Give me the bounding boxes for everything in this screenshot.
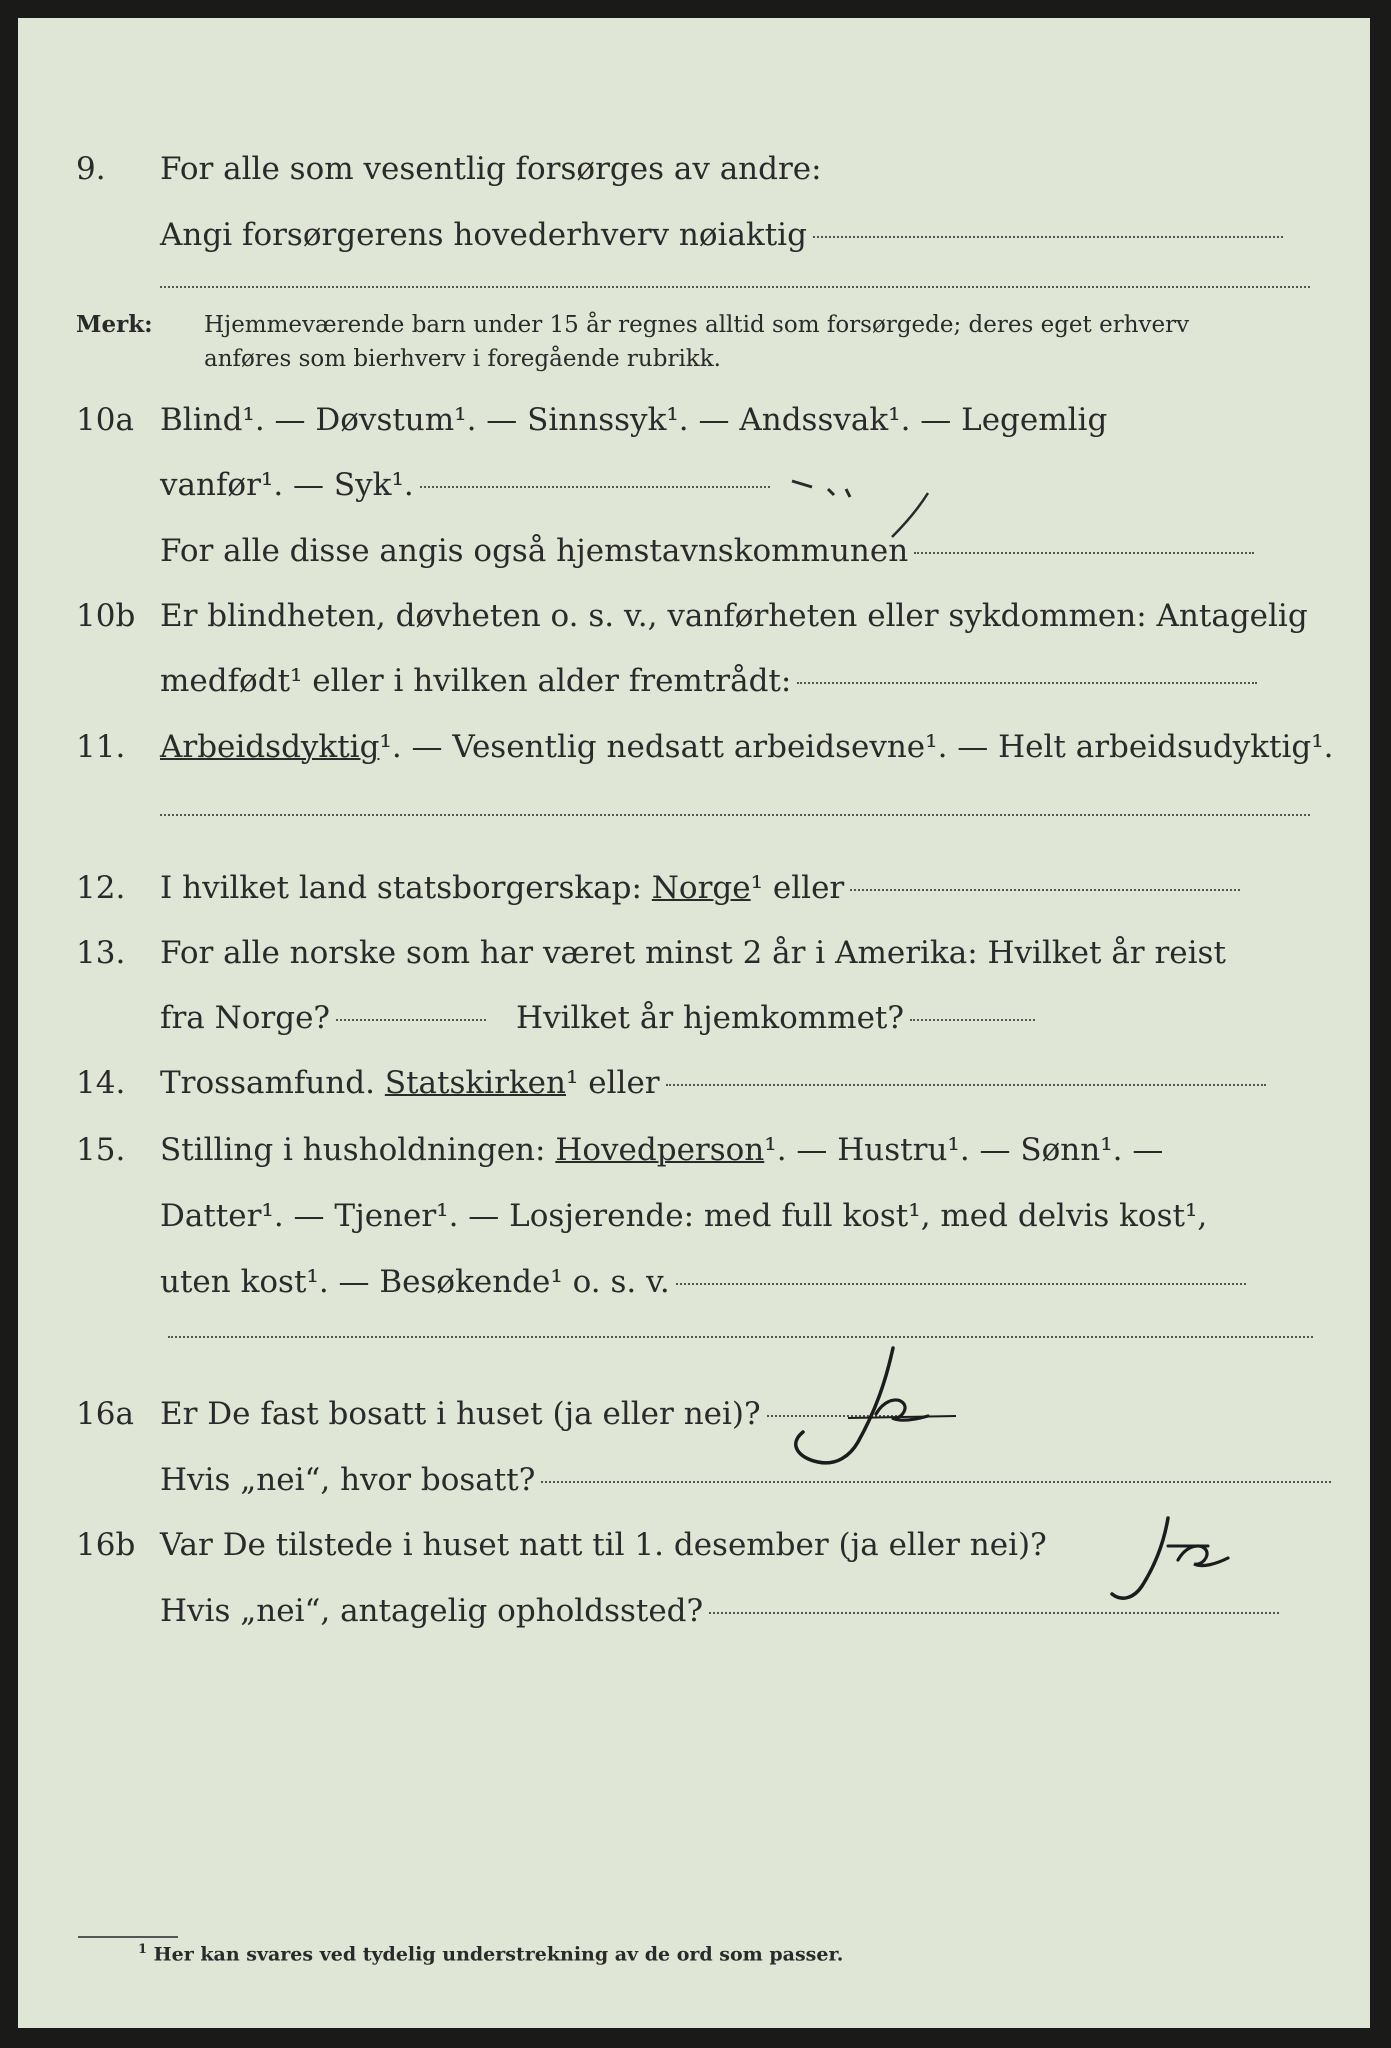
q11-extra-line[interactable] [160,814,1310,816]
q14-post: ¹ eller [565,1065,660,1101]
q10a-hjemstavn-field[interactable] [914,552,1254,554]
q16a-bosatt-field[interactable] [541,1481,1331,1483]
q11-rest: ¹. — Vesentlig nedsatt arbeidsevne¹. — Helt arbeidsudyktig¹. [379,729,1334,765]
q14-number: 14. [76,1065,126,1101]
q15-line3-text: uten kost¹. — Besøkende¹ o. s. v. [160,1264,670,1300]
q13-hjemkommet-field[interactable] [910,1019,1035,1021]
pencil-scribble-mark [788,473,968,543]
q12-answer-field[interactable] [850,889,1240,891]
q14-option-statskirken[interactable]: Statskirken [384,1065,566,1101]
q10a-line2-text: vanfør¹. — Syk¹. [160,467,414,503]
q13-text: For alle norske som har været minst 2 år i Amerika: Hvilket år reist [160,935,1226,971]
q10b-answer-field[interactable] [797,682,1257,684]
q12-option-norge[interactable]: Norge [651,870,751,906]
footnote-rule [78,1936,178,1938]
footnote [138,1942,843,1965]
q15-post: ¹. — Hustru¹. — Sønn¹. — [764,1132,1164,1168]
q9-sub-text: Angi forsørgerens hovederhverv nøiaktig [160,217,807,253]
q11-option-arbeidsdyktig[interactable]: Arbeidsdyktig [160,729,380,765]
q14-answer-field[interactable] [666,1084,1266,1086]
q12-number: 12. [76,870,126,906]
footnote-text: Her kan svares ved tydelig understrekning av de ord som passer. [153,1943,844,1966]
q15-extra-line[interactable] [168,1336,1313,1338]
q10a-answer-field[interactable] [420,486,770,488]
handwritten-ja-16b [1098,1498,1298,1618]
merk-line2: anføres som bierhverv i foregående rubrikk. [204,346,721,372]
q16a-text: Er De fast bosatt i huset (ja eller nei)? [160,1396,761,1432]
census-form-page [18,18,1370,2028]
q16b-number: 16b [76,1527,136,1563]
q16b-text: Var De tilstede i huset natt til 1. desember (ja eller nei)? [160,1527,1047,1563]
footnote-mark: 1 [138,1942,148,1957]
q10b-line2-text: medfødt¹ eller i hvilken alder fremtrådt: [160,663,792,699]
merk-label: Merk: [76,311,153,338]
q15-line2-text: Datter¹. — Tjener¹. — Losjerende: med full kost¹, med delvis kost¹, [160,1198,1208,1234]
q12-pre: I hvilket land statsborgerskap: [160,870,642,906]
q11-number: 11. [76,729,126,765]
handwritten-ja-16a [758,1340,978,1480]
merk-line1: Hjemmeværende barn under 15 år regnes alltid som forsørgede; deres eget erhverv [204,312,1190,338]
q13-reist-label: fra Norge? [160,1000,331,1036]
q15-pre: Stilling i husholdningen: [160,1132,546,1168]
q16a-line2-text: Hvis „nei“, hvor bosatt? [160,1462,536,1498]
q9-number: 9. [76,151,106,187]
q10a-number: 10a [76,402,134,438]
q13-reist-field[interactable] [336,1019,486,1021]
q15-number: 15. [76,1132,126,1168]
q15-option-hovedperson[interactable]: Hovedperson [555,1132,765,1168]
q16b-line2-text: Hvis „nei“, antagelig opholdssted? [160,1593,704,1629]
q9-extra-line[interactable] [160,286,1310,288]
q10a-line3-text: For alle disse angis også hjemstavnskommunen [160,533,909,569]
q16a-number: 16a [76,1396,134,1432]
q13-hjemkommet-label: Hvilket år hjemkommet? [516,1000,905,1036]
q10a-text: Blind¹. — Døvstum¹. — Sinnssyk¹. — Andssvak¹. — Legemlig [160,402,1108,438]
q10b-text: Er blindheten, døvheten o. s. v., vanførheten eller sykdommen: Antagelig [160,598,1308,634]
q12-post: ¹ eller [750,870,845,906]
q13-number: 13. [76,935,126,971]
q9-text: For alle som vesentlig forsørges av andre: [160,151,822,187]
q15-answer-field[interactable] [676,1283,1246,1285]
q9-answer-field[interactable] [813,236,1283,238]
q14-pre: Trossamfund. [160,1065,375,1101]
q10b-number: 10b [76,598,136,634]
